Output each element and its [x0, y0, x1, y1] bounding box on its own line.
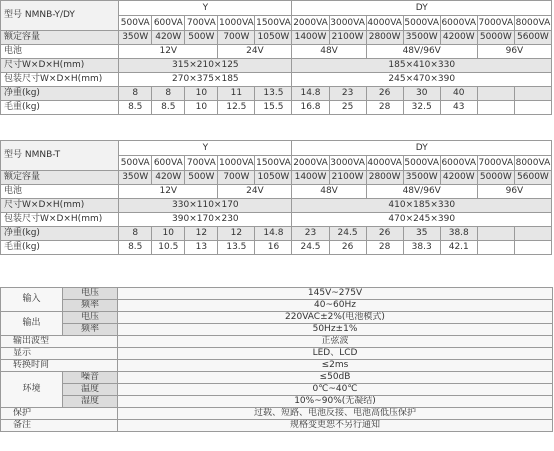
protection-value: 过载、短路、电池反接、电池高低压保护	[118, 408, 553, 420]
value-cell: 8.5	[152, 101, 185, 115]
value-cell: 500W	[185, 31, 218, 45]
environment-label: 环境	[1, 372, 63, 408]
value-cell: 3500W	[403, 171, 440, 185]
value-cell	[477, 227, 514, 241]
value-cell: 30	[403, 87, 440, 101]
va-cell: 3000VA	[329, 156, 366, 171]
value-cell: 24V	[218, 45, 292, 59]
group-y-header: Y	[119, 1, 292, 16]
spec-table-nmnb-t	[0, 140, 552, 255]
value-cell: 8.5	[119, 241, 152, 255]
va-cell: 5000VA	[403, 16, 440, 31]
value-cell: 42.1	[440, 241, 477, 255]
row-label: 额定容量	[1, 31, 119, 45]
row-label: 包装尺寸W×D×H(mm)	[1, 73, 119, 87]
value-cell: 38.8	[440, 227, 477, 241]
va-cell: 7000VA	[477, 16, 514, 31]
value-cell	[477, 101, 514, 115]
va-cell: 1000VA	[218, 16, 255, 31]
value-cell: 10.5	[152, 241, 185, 255]
input-voltage-value: 145V~275V	[118, 288, 553, 300]
va-cell: 8000VA	[514, 16, 551, 31]
value-cell: 24.5	[329, 227, 366, 241]
input-freq-label: 频率	[63, 300, 118, 312]
value-cell: 270×375×185	[119, 73, 292, 87]
va-cell: 600VA	[152, 16, 185, 31]
row-label: 包装尺寸W×D×H(mm)	[1, 213, 119, 227]
value-cell: 28	[366, 241, 403, 255]
output-freq-value: 50Hz±1%	[118, 324, 553, 336]
value-cell: 14.8	[255, 227, 292, 241]
value-cell: 8.5	[119, 101, 152, 115]
value-cell: 245×470×390	[292, 73, 552, 87]
value-cell: 24V	[218, 185, 292, 199]
output-label: 输出	[1, 312, 63, 336]
value-cell: 43	[440, 101, 477, 115]
row-label: 尺寸W×D×H(mm)	[1, 199, 119, 213]
value-cell: 2800W	[366, 31, 403, 45]
va-cell: 2000VA	[292, 156, 329, 171]
value-cell: 4200W	[440, 171, 477, 185]
value-cell: 38.3	[403, 241, 440, 255]
value-cell: 48V	[292, 185, 366, 199]
note-value: 规格变更恕不另行通知	[118, 420, 553, 432]
value-cell: 12V	[119, 185, 218, 199]
value-cell: 410×185×330	[292, 199, 552, 213]
humidity-label: 湿度	[63, 396, 118, 408]
value-cell: 2100W	[329, 31, 366, 45]
value-cell: 5600W	[514, 171, 551, 185]
value-cell: 4200W	[440, 31, 477, 45]
va-cell: 8000VA	[514, 156, 551, 171]
value-cell: 26	[329, 241, 366, 255]
value-cell: 350W	[119, 171, 152, 185]
value-cell: 16.8	[292, 101, 329, 115]
value-cell: 24.5	[292, 241, 329, 255]
value-cell: 26	[366, 87, 403, 101]
value-cell: 23	[292, 227, 329, 241]
transfer-time-label: 转换时间	[1, 360, 118, 372]
va-cell: 5000VA	[403, 156, 440, 171]
value-cell	[514, 227, 551, 241]
value-cell: 3500W	[403, 31, 440, 45]
va-cell: 500VA	[119, 156, 152, 171]
va-cell: 6000VA	[440, 156, 477, 171]
row-label: 毛重(kg)	[1, 101, 119, 115]
value-cell: 96V	[477, 45, 551, 59]
value-cell: 12	[185, 227, 218, 241]
va-cell: 6000VA	[440, 16, 477, 31]
va-cell: 1500VA	[255, 156, 292, 171]
note-label: 备注	[1, 420, 118, 432]
value-cell: 8	[152, 87, 185, 101]
value-cell: 5000W	[477, 31, 514, 45]
value-cell: 5000W	[477, 171, 514, 185]
value-cell: 315×210×125	[119, 59, 292, 73]
value-cell	[514, 241, 551, 255]
value-cell: 48V/96V	[366, 45, 477, 59]
waveform-label: 输出波型	[1, 336, 118, 348]
group-dy-header: DY	[292, 141, 552, 156]
value-cell: 96V	[477, 185, 551, 199]
value-cell: 35	[403, 227, 440, 241]
value-cell: 8	[119, 227, 152, 241]
value-cell: 8	[119, 87, 152, 101]
value-cell: 330×110×170	[119, 199, 292, 213]
value-cell: 1400W	[292, 31, 329, 45]
value-cell: 350W	[119, 31, 152, 45]
waveform-value: 正弦波	[118, 336, 553, 348]
general-spec-table	[0, 287, 553, 432]
value-cell: 470×245×390	[292, 213, 552, 227]
va-cell: 500VA	[119, 16, 152, 31]
va-cell: 3000VA	[329, 16, 366, 31]
value-cell: 1050W	[255, 31, 292, 45]
value-cell	[514, 101, 551, 115]
output-freq-label: 频率	[63, 324, 118, 336]
group-y-header: Y	[119, 141, 292, 156]
input-label: 输入	[1, 288, 63, 312]
value-cell: 12.5	[218, 101, 255, 115]
noise-label: 噪音	[63, 372, 118, 384]
row-label: 额定容量	[1, 171, 119, 185]
value-cell: 420W	[152, 31, 185, 45]
value-cell	[477, 241, 514, 255]
row-label: 电池	[1, 45, 119, 59]
display-value: LED、LCD	[118, 348, 553, 360]
value-cell: 700W	[218, 171, 255, 185]
va-cell: 7000VA	[477, 156, 514, 171]
value-cell	[477, 87, 514, 101]
value-cell: 11	[218, 87, 255, 101]
input-voltage-label: 电压	[63, 288, 118, 300]
va-cell: 4000VA	[366, 16, 403, 31]
group-dy-header: DY	[292, 1, 552, 16]
transfer-time-value: ≤2ms	[118, 360, 553, 372]
value-cell: 25	[329, 101, 366, 115]
value-cell: 23	[329, 87, 366, 101]
row-label: 净重(kg)	[1, 227, 119, 241]
input-freq-value: 40~60Hz	[118, 300, 553, 312]
value-cell: 10	[152, 227, 185, 241]
value-cell: 1050W	[255, 171, 292, 185]
value-cell: 13.5	[255, 87, 292, 101]
row-label: 净重(kg)	[1, 87, 119, 101]
temperature-label: 温度	[63, 384, 118, 396]
va-cell: 1500VA	[255, 16, 292, 31]
protection-label: 保护	[1, 408, 118, 420]
value-cell: 10	[185, 101, 218, 115]
value-cell: 12	[218, 227, 255, 241]
value-cell: 390×170×230	[119, 213, 292, 227]
va-cell: 1000VA	[218, 156, 255, 171]
output-voltage-label: 电压	[63, 312, 118, 324]
va-cell: 4000VA	[366, 156, 403, 171]
value-cell: 13.5	[218, 241, 255, 255]
humidity-value: 10%~90%(无凝结)	[118, 396, 553, 408]
value-cell: 1400W	[292, 171, 329, 185]
value-cell: 40	[440, 87, 477, 101]
value-cell: 15.5	[255, 101, 292, 115]
row-label: 电池	[1, 185, 119, 199]
spec-table-nmnb-y-dy	[0, 0, 552, 115]
value-cell: 500W	[185, 171, 218, 185]
row-label: 尺寸W×D×H(mm)	[1, 59, 119, 73]
va-cell: 2000VA	[292, 16, 329, 31]
va-cell: 600VA	[152, 156, 185, 171]
value-cell: 28	[366, 101, 403, 115]
value-cell: 2100W	[329, 171, 366, 185]
output-voltage-value: 220VAC±2%(电池模式)	[118, 312, 553, 324]
noise-value: ≤50dB	[118, 372, 553, 384]
value-cell: 185×410×330	[292, 59, 552, 73]
value-cell: 26	[366, 227, 403, 241]
row-label: 毛重(kg)	[1, 241, 119, 255]
va-cell: 700VA	[185, 156, 218, 171]
value-cell: 5600W	[514, 31, 551, 45]
value-cell: 700W	[218, 31, 255, 45]
value-cell: 12V	[119, 45, 218, 59]
value-cell: 48V/96V	[366, 185, 477, 199]
va-cell: 700VA	[185, 16, 218, 31]
value-cell	[514, 87, 551, 101]
value-cell: 13	[185, 241, 218, 255]
value-cell: 14.8	[292, 87, 329, 101]
value-cell: 2800W	[366, 171, 403, 185]
value-cell: 16	[255, 241, 292, 255]
display-label: 显示	[1, 348, 118, 360]
temperature-value: 0℃~40℃	[118, 384, 553, 396]
model-label: 型号 NMNB-T	[1, 141, 119, 171]
value-cell: 10	[185, 87, 218, 101]
model-label: 型号 NMNB-Y/DY	[1, 1, 119, 31]
value-cell: 420W	[152, 171, 185, 185]
value-cell: 48V	[292, 45, 366, 59]
value-cell: 32.5	[403, 101, 440, 115]
